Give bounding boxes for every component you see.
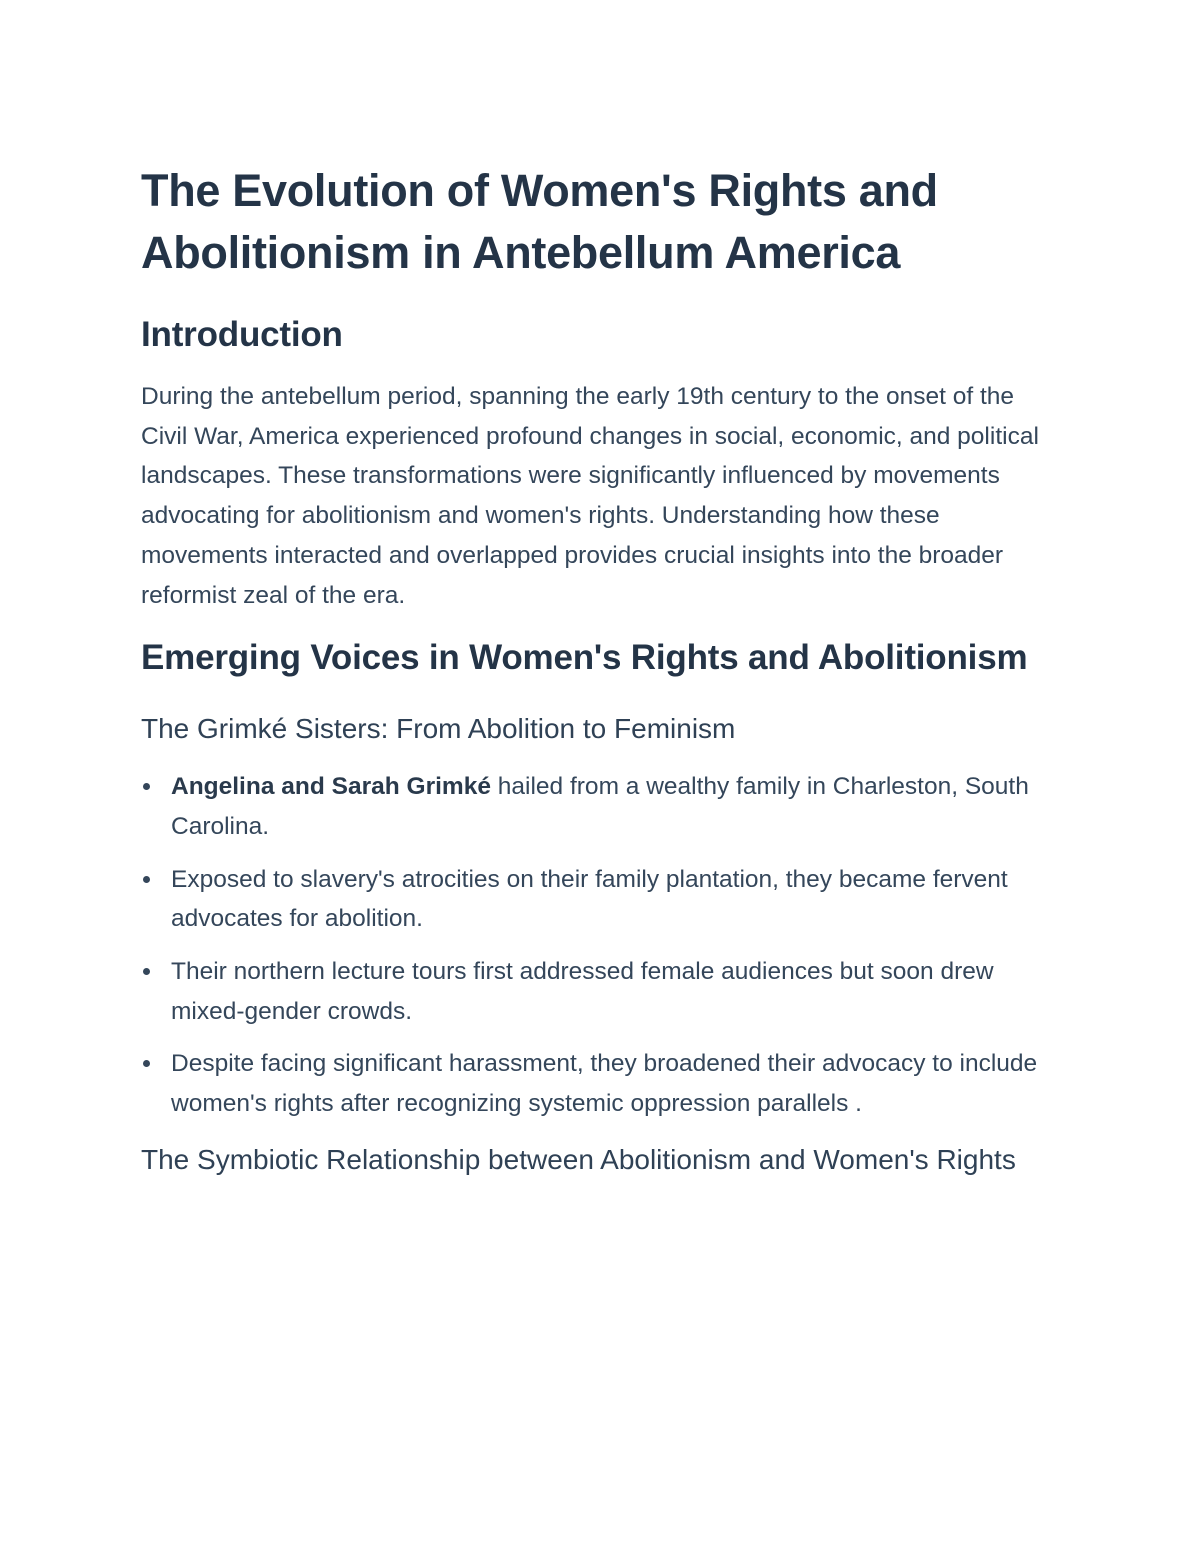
subsection-heading-grimke-sisters: The Grimké Sisters: From Abolition to Feminism [141, 713, 736, 745]
bullet-dot-icon [143, 783, 150, 790]
document-page [141, 160, 1061, 1182]
subsection-heading-symbiotic-relationship: The Symbiotic Relationship between Abolitionism and Women's Rights [141, 1143, 1016, 1175]
grimke-bullet-list [141, 767, 1061, 1124]
bullet-dot-icon [143, 1060, 150, 1067]
list-item [141, 952, 1061, 1031]
list-item [141, 860, 1061, 939]
list-item-text: Despite facing significant harassment, they broadened their advocacy to include women's rights after recognizing systemic oppression parallels . [171, 1050, 1038, 1118]
section-heading-emerging-voices: Emerging Voices in Women's Rights and Abolitionism [141, 638, 1028, 678]
list-item [141, 1044, 1061, 1123]
bullet-dot-icon [143, 968, 150, 975]
list-item-text: Their northern lecture tours first addressed female audiences but soon drew mixed-gender crowds. [171, 958, 994, 1025]
section-heading-introduction: Introduction [141, 315, 343, 354]
list-item-text: hailed from a wealthy family in Charleston, South Carolina. [171, 773, 1029, 840]
list-item [141, 767, 1061, 846]
bullet-dot-icon [143, 876, 150, 883]
list-item-text: Exposed to slavery's atrocities on their family plantation, they became fervent advocates for abolition. [171, 865, 1008, 933]
introduction-paragraph: During the antebellum period, spanning the early 19th century to the onset of the Civil War, America experienced profound changes in social, economic, and political landscapes. These transformations were significantly influenced by movements advocating for abolitionism and women's rights. Understanding how these movements interacted and overlapped provides crucial insights into the broader reformist zeal of the era. [141, 383, 1039, 609]
document-title: The Evolution of Women's Rights and Abolitionism in Antebellum America [141, 165, 938, 278]
bold-phrase: Angelina and Sarah Grimké [171, 773, 491, 801]
